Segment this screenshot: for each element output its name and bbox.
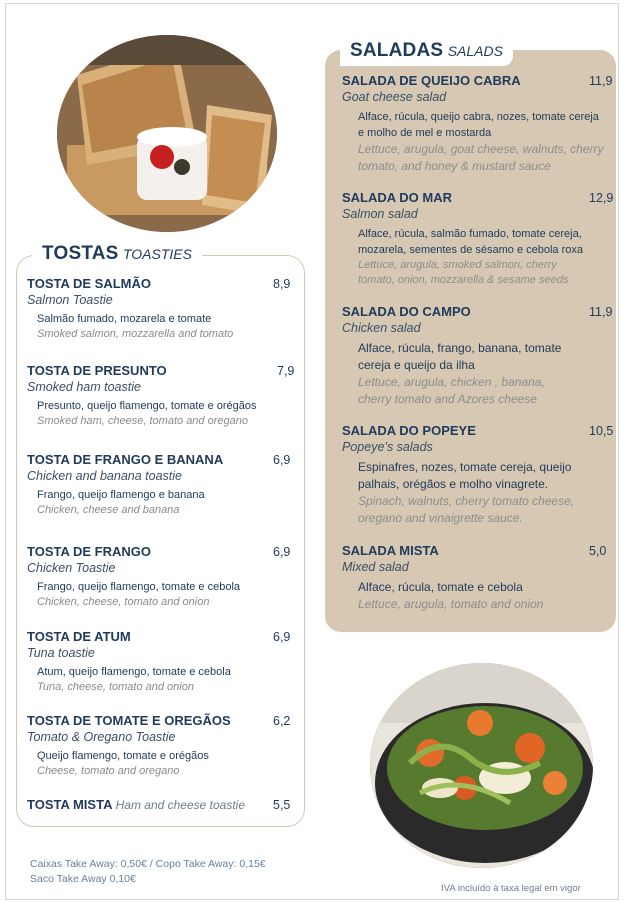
item-ingredients-line: Alface, rúcula, queijo cabra, nozes, tomate cereja bbox=[358, 111, 599, 123]
item-ingredients bbox=[342, 109, 614, 141]
item-price: 5,5 bbox=[273, 798, 291, 812]
item-ingredients-en bbox=[342, 258, 614, 288]
tostas-section-title bbox=[32, 243, 202, 265]
item-price: 5,0 bbox=[589, 544, 607, 558]
item-name: SALADA DO MAR bbox=[342, 190, 453, 205]
item-subtitle: Mixed salad bbox=[342, 560, 409, 574]
item-ingredients-en-line: Lettuce, arugula, goat cheese, walnuts, cherry bbox=[358, 142, 604, 156]
item-subtitle: Salmon salad bbox=[342, 207, 418, 221]
saladas-title: SALADAS bbox=[350, 40, 444, 61]
item-ingredients-line: palhais, orégãos e molho vinagrete. bbox=[358, 477, 549, 491]
menu-item-salada-mista bbox=[342, 543, 614, 613]
item-ingredients-en-line: Lettuce, arugula, chicken , banana, bbox=[358, 375, 545, 389]
item-name: TOSTA DE FRANGO E BANANA bbox=[27, 452, 224, 467]
item-ingredients-en: Chicken, cheese and banana bbox=[37, 504, 180, 516]
item-ingredients-en bbox=[342, 493, 614, 527]
menu-item-salada-mar bbox=[342, 190, 614, 288]
item-ingredients: Presunto, queijo flamengo, tomate e orégãos bbox=[37, 400, 257, 412]
tostas-title: TOSTAS bbox=[42, 243, 119, 264]
item-ingredients: Salmão fumado, mozarela e tomate bbox=[37, 313, 212, 325]
item-ingredients-line: mozarela, sementes de sésamo e cebola roxa bbox=[358, 244, 584, 256]
item-ingredients-line: e molho de mel e mostarda bbox=[358, 127, 492, 139]
salad-photo bbox=[370, 663, 593, 868]
item-subtitle: Chicken salad bbox=[342, 321, 421, 335]
item-name-pt: TOSTA MISTA bbox=[27, 797, 112, 812]
item-ingredients-en: Tuna, cheese, tomato and onion bbox=[37, 681, 194, 693]
menu-item-tosta-frango-banana bbox=[27, 452, 292, 518]
item-name-en: Ham and cheese toastie bbox=[115, 798, 246, 812]
item-subtitle: Tuna toastie bbox=[27, 646, 95, 660]
item-subtitle: Popeye’s salads bbox=[342, 440, 433, 454]
menu-item-tosta-tomate-oregaos bbox=[27, 713, 292, 779]
item-ingredients-line: Alface, rúcula, salmão fumado, tomate cereja, bbox=[358, 228, 582, 240]
item-ingredients-en bbox=[342, 141, 614, 175]
item-ingredients bbox=[342, 226, 614, 258]
item-price: 11,9 bbox=[589, 305, 613, 319]
item-price: 6,9 bbox=[273, 453, 291, 467]
menu-item-salada-popeye bbox=[342, 423, 614, 527]
item-price: 10,5 bbox=[589, 424, 614, 438]
item-ingredients: Frango, queijo flamengo e banana bbox=[37, 489, 205, 501]
item-ingredients-line: Alface, rúcula, tomate e cebola bbox=[358, 580, 523, 594]
menu-item-salada-queijo-cabra bbox=[342, 73, 614, 175]
item-ingredients: Queijo flamengo, tomate e orégãos bbox=[37, 750, 209, 762]
item-price: 6,9 bbox=[273, 630, 291, 644]
tostas-title-en: TOASTIES bbox=[122, 246, 192, 262]
item-subtitle: Chicken and banana toastie bbox=[27, 469, 182, 483]
vat-note: IVA incluído à taxa legal em vigor bbox=[441, 883, 581, 894]
item-ingredients bbox=[342, 579, 614, 596]
item-price: 11,9 bbox=[589, 74, 613, 88]
item-ingredients: Atum, queijo flamengo, tomate e cebola bbox=[37, 666, 231, 678]
item-ingredients-en: Smoked ham, cheese, tomato and oregano bbox=[37, 415, 248, 427]
item-ingredients-en-line: oregano and vinaigrette sauce. bbox=[358, 511, 523, 525]
item-name: SALADA DO CAMPO bbox=[342, 304, 471, 319]
toastie-photo bbox=[57, 35, 277, 232]
item-name: SALADA DO POPEYE bbox=[342, 423, 476, 438]
item-name: TOSTA DE ATUM bbox=[27, 629, 131, 644]
menu-item-tosta-salmao bbox=[27, 276, 292, 342]
item-ingredients-en-line: Lettuce, arugula, smoked salmon, cherry bbox=[358, 259, 557, 271]
item-ingredients-en-line: cherry tomato and Azores cheese bbox=[358, 392, 537, 406]
item-ingredients-en: Cheese, tomato and oregano bbox=[37, 765, 180, 777]
menu-item-salada-campo bbox=[342, 304, 614, 408]
item-ingredients: Frango, queijo flamengo, tomate e cebola bbox=[37, 581, 241, 593]
item-subtitle: Goat cheese salad bbox=[342, 90, 447, 104]
item-ingredients-en-line: Lettuce, arugula, tomato and onion bbox=[358, 597, 544, 611]
menu-item-tosta-mista bbox=[27, 797, 292, 812]
item-price: 7,9 bbox=[277, 364, 295, 378]
item-name: TOSTA DE TOMATE E OREGÃOS bbox=[27, 713, 231, 728]
item-subtitle: Chicken Toastie bbox=[27, 561, 116, 575]
item-ingredients-line: Alface, rúcula, frango, banana, tomate bbox=[358, 341, 562, 355]
item-price: 8,9 bbox=[273, 277, 291, 291]
item-ingredients-en-line: tomato, and honey & mustard sauce bbox=[358, 159, 551, 173]
item-price: 6,2 bbox=[273, 714, 291, 728]
menu-item-tosta-atum bbox=[27, 629, 292, 695]
item-name: TOSTA DE SALMÃO bbox=[27, 276, 151, 291]
item-ingredients-en: Smoked salmon, mozzarella and tomato bbox=[37, 328, 234, 340]
menu-item-tosta-frango bbox=[27, 544, 292, 610]
saladas-section-title bbox=[340, 40, 513, 66]
item-ingredients-en bbox=[342, 596, 614, 613]
takeaway-line: Saco Take Away 0,10€ bbox=[30, 873, 136, 885]
item-price: 12,9 bbox=[589, 191, 614, 205]
item-ingredients-line: Espinafres, nozes, tomate cereja, queijo bbox=[358, 460, 572, 474]
item-ingredients bbox=[342, 459, 614, 493]
menu-item-tosta-presunto bbox=[27, 363, 297, 429]
item-subtitle: Tomato & Oregano Toastie bbox=[27, 730, 176, 744]
item-ingredients bbox=[342, 340, 614, 374]
item-ingredients-en bbox=[342, 374, 614, 408]
item-name: SALADA DE QUEIJO CABRA bbox=[342, 73, 521, 88]
item-name: TOSTA DE PRESUNTO bbox=[27, 363, 167, 378]
item-name: TOSTA DE FRANGO bbox=[27, 544, 151, 559]
item-price: 6,9 bbox=[273, 545, 291, 559]
saladas-title-en: SALADS bbox=[447, 43, 503, 59]
item-subtitle: Smoked ham toastie bbox=[27, 380, 141, 394]
takeaway-fees bbox=[30, 857, 266, 887]
item-ingredients-en-line: Spinach, walnuts, cherry tomato cheese, bbox=[358, 494, 575, 508]
item-ingredients-en-line: tomato, onion, mozzarella & sesame seeds bbox=[358, 274, 569, 286]
item-name bbox=[27, 797, 292, 812]
takeaway-line: Caixas Take Away: 0,50€ / Copo Take Away: 0,15€ bbox=[30, 858, 266, 870]
item-subtitle: Salmon Toastie bbox=[27, 293, 113, 307]
item-name: SALADA MISTA bbox=[342, 543, 439, 558]
item-ingredients-line: cereja e queijo da ilha bbox=[358, 358, 475, 372]
item-ingredients-en: Chicken, cheese, tomato and onion bbox=[37, 596, 210, 608]
